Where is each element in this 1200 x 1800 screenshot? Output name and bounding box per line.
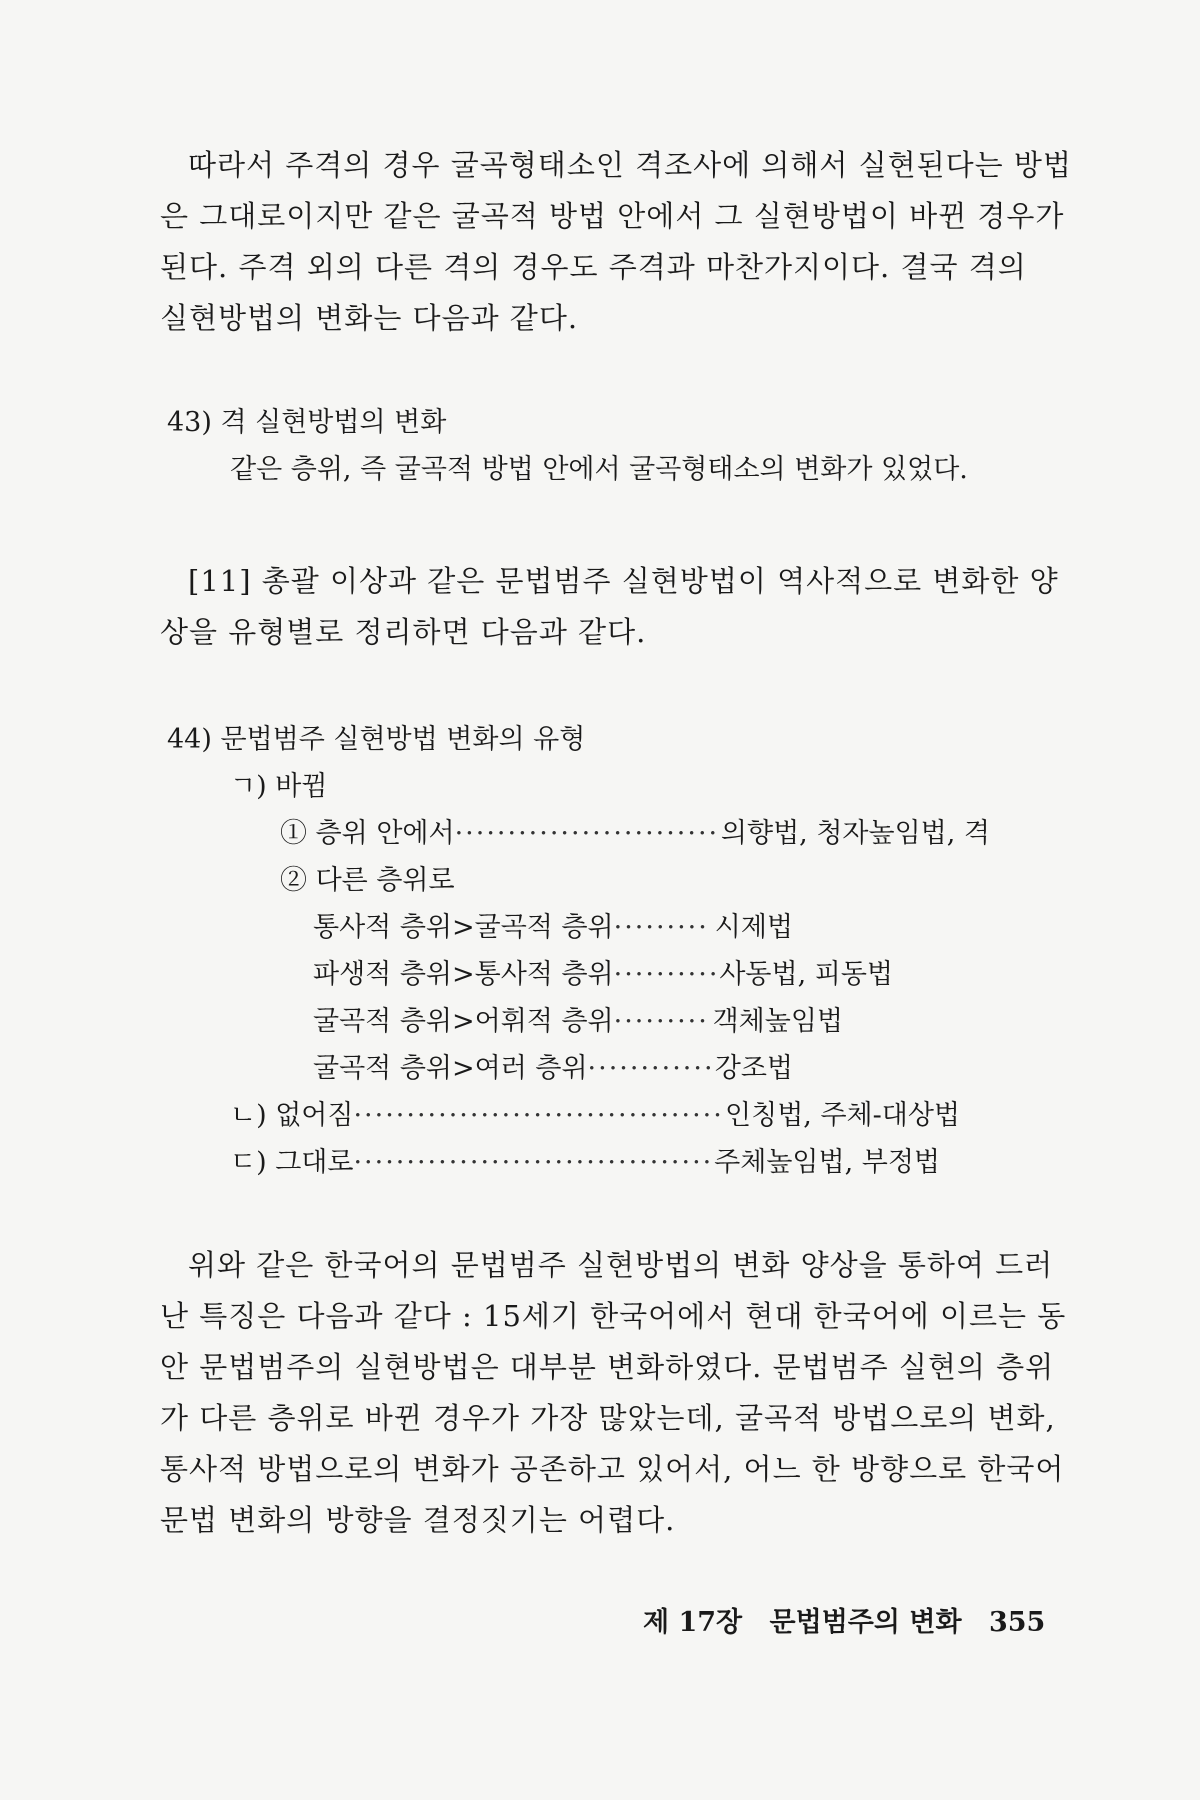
type-row [313,1051,793,1087]
example-43-body: 같은 층위, 즉 굴곡적 방법 안에서 굴곡형태소의 변화가 있었다. [230,454,968,485]
row-value: 객체높임법 [712,1006,843,1037]
leader-dots [614,910,711,946]
row-label: ㄷ) 그대로 [230,1147,354,1178]
text-line: 상을 유형별로 정리하면 다음과 같다. [160,615,647,649]
leader-dots [455,816,717,852]
row-label: ① 층위 안에서 [280,818,455,849]
page-footer [643,1600,1063,1639]
text-line: 된다. 주격 외의 다른 격의 경우도 주격과 마찬가지이다. 결국 격의 [160,250,1027,284]
text-line: 문법 변화의 방향을 결정짓기는 어렵다. [160,1503,676,1537]
text-line: 안 문법범주의 실현방법은 대부분 변화하였다. 문법범주 실현의 층위 [160,1350,1055,1384]
row-label: 굴곡적 층위>어휘적 층위 [313,1006,614,1037]
text-line: 가 다른 층위로 바뀐 경우가 가장 많았는데, 굴곡적 방법으로의 변화, [160,1401,1056,1435]
row-value: 강조법 [714,1053,793,1084]
text-line: 따라서 주격의 경우 굴곡형태소인 격조사에 의해서 실현된다는 방법 [188,148,1072,182]
row-value: 사동법, 피동법 [719,959,893,990]
example-43-title: 43) 격 실현방법의 변화 [167,407,447,438]
leader-dots [588,1051,711,1087]
leader-dots [614,1004,709,1040]
text-line: 난 특징은 다음과 같다 : 15세기 한국어에서 현대 한국어에 이르는 동 [160,1299,1067,1333]
leader-dots [353,1098,721,1134]
text-line: 위와 같은 한국어의 문법범주 실현방법의 변화 양상을 통하여 드러 [188,1248,1054,1282]
type-row-unchanged [230,1145,940,1181]
text-line: [11] 총괄 이상과 같은 문법범주 실현방법이 역사적으로 변화한 양 [188,564,1059,598]
chapter-title: 문법범주의 변화 [769,1607,962,1638]
row-value: 시제법 [714,912,793,943]
row-label: ㄴ) 없어짐 [230,1100,354,1131]
type-change-label: ㄱ) 바뀜 [230,771,328,802]
row-value: 주체높임법, 부정법 [714,1147,940,1178]
row-value: 인칭법, 주체-대상법 [725,1100,960,1131]
type-row-within-level [280,816,990,852]
text-line: 은 그대로이지만 같은 굴곡적 방법 안에서 그 실현방법이 바뀐 경우가 [160,199,1065,233]
paragraph-3 [160,1240,1070,1546]
leader-dots [353,1145,710,1181]
page-number: 355 [988,1607,1046,1638]
row-label: 굴곡적 층위>여러 층위 [313,1053,588,1084]
text-line: 통사적 방법으로의 변화가 공존하고 있어서, 어느 한 방향으로 한국어 [160,1452,1065,1486]
type-row [313,957,893,993]
example-44-title: 44) 문법범주 실현방법 변화의 유형 [167,724,586,755]
leader-dots [614,957,716,993]
type-row [313,1004,843,1040]
paragraph-2 [160,556,1060,658]
text-line: 실현방법의 변화는 다음과 같다. [160,301,579,335]
row-value: 의향법, 청자높임법, 격 [720,818,990,849]
type-other-level-label: ② 다른 층위로 [280,865,455,896]
type-row-disappeared [230,1098,960,1134]
row-label: 통사적 층위>굴곡적 층위 [313,912,614,943]
paragraph-1 [160,140,1072,344]
row-label: 파생적 층위>통사적 층위 [313,959,614,990]
chapter-number: 제 17장 [643,1607,743,1638]
type-row [313,910,793,946]
